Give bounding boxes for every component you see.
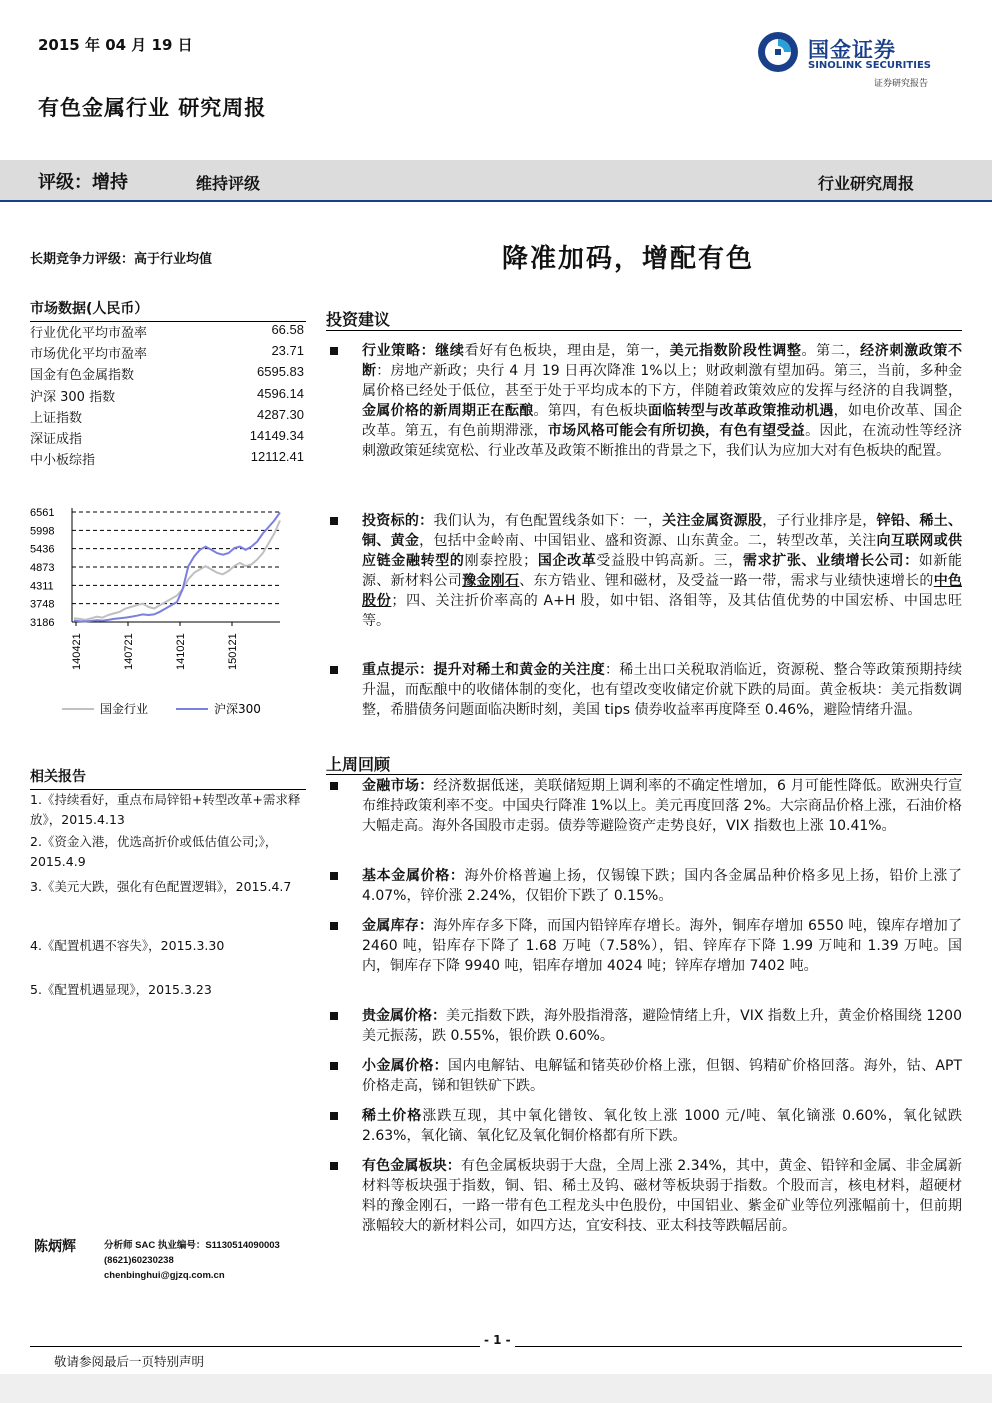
review-bullet bbox=[330, 1056, 962, 1096]
review-bullet-title: 金融市场： bbox=[362, 778, 434, 794]
market-data-label: 上证指数 bbox=[30, 410, 83, 426]
report-type: 行业研究周报 bbox=[818, 174, 915, 193]
market-data-row bbox=[30, 322, 304, 343]
review-bullet-text: 有色金属板块弱于大盘，全周上涨 2.34%，其中，黄金、铅锌和金属、非金属新材料等板块强于指数，铜、铝、稀土及钨、磁材等板块弱于指数。个股而言，核电材料，超硬材料的豫金刚石，一路一带有色工程龙头中色股份，中国铝业、紫金矿业等位列涨幅前十，但前期涨幅较大的新材料公司，如四方达，宜安科技、亚太科技等跌幅居前。 bbox=[362, 1158, 962, 1234]
chart-y-tick-label: 3748 bbox=[30, 598, 55, 611]
market-data-label: 深证成指 bbox=[30, 432, 83, 447]
rating-sub-label: 维持评级 bbox=[196, 174, 261, 193]
logo-subtitle: 证券研究报告 bbox=[874, 79, 929, 89]
bullet-square-icon bbox=[330, 1162, 338, 1170]
review-bullet-text: 国内电解钴、电解锰和锗英砂价格上涨，但铟、钨精矿价格回落。海外，钴、APT 价格走高，锑和钽铁矿下跌。 bbox=[362, 1058, 962, 1094]
market-data-row bbox=[30, 407, 304, 428]
invest-bullet-highlight: 重点提示：提升对稀土和黄金的关注度：稀土出口关税取消临近，资源税、整合等政策预期持续升温，而酝酿中的收储体制的变化，也有望改变收储定价就下跌的局面。黄金板块：美元指数调整，希腊债务问题面临决断时刻，美国 tips 债券收益率再度降至 0.46%，避险情绪升温。 bbox=[330, 660, 962, 720]
market-data-row bbox=[30, 386, 304, 407]
review-bullet-text: 海外价格普遍上扬，仅锡镍下跌；国内各金属品种价格多见上扬，铅价上涨了 4.07%，锌价涨 2.24%，仅铝价下跌了 0.15%。 bbox=[362, 868, 963, 904]
analyst-email[interactable]: chenbinghui@gjzq.com.cn bbox=[104, 1270, 225, 1281]
bullet-square-icon bbox=[330, 1112, 338, 1120]
related-report-1[interactable]: 1.《持续看好，重点布局锌铅+转型改革+需求释放》，2015.4.13 bbox=[30, 792, 301, 827]
chart-y-tick-label: 4873 bbox=[30, 562, 55, 574]
review-bullet bbox=[330, 1006, 962, 1046]
review-bullet-text: 经济数据低迷，美联储短期上调利率的不确定性增加，6 月可能性降低。欧洲央行宣布维持政策利率不变。中国央行降准 1%以上。美元再度回落 2%。大宗商品价格上涨，石油价格大幅走高。海外各国股市走弱。债券等避险资产走势良好，VIX 指数也上涨 10.41%。 bbox=[362, 778, 963, 834]
index-line-chart bbox=[30, 496, 314, 728]
invest-bullet-targets: 投资标的：我们认为，有色配置线条如下：一，关注金属资源股，子行业排序是，锌铅、稀土、铜、黄金，包括中金岭南、中国铝业、盛和资源、山东黄金。二，转型改革，关注向互联网或供应链金融转型的刚泰控股；国企改革受益股中钨高新。三，需求扩张、业绩增长公司：如新能源、新材料公司豫金刚石、东方锆业、锂和磁材，及受益一路一带，需求与业绩快速增长的中色股份；四、关注折价率高的 A+H 股，如中铝、洛钼等，及其估值优势的中国宏桥、中国忠旺等。 bbox=[330, 511, 962, 631]
chart-y-tick-label: 5436 bbox=[30, 543, 55, 556]
market-data-row bbox=[30, 343, 304, 364]
bullet-square-icon bbox=[330, 347, 338, 355]
rating-label: 评级：增持 bbox=[38, 172, 128, 193]
review-bullet-text: 涨跌互现，其中氧化镨钕、氧化钕上涨 1000 元/吨、氧化镝涨 0.60%，氧化铽跌 2.63%，氧化镝、氧化钇及氧化铜价格都有所下跌。 bbox=[362, 1108, 963, 1144]
invest-bullet-strategy: 行业策略：继续看好有色板块，理由是，第一，美元指数阶段性调整。第二，经济刺激政策不断：房地产新政；央行 4 月 19 日再次降准 1%以上；财政刺激有望加码。第三，当前，多种金属价格已经处于低位，甚至于处于平均成本的下方，伴随着政策效应的发挥与经济的自我调整，金属价格的新周期正在酝酿。第四，有色板块面临转型与改革政策推动机遇，如电价改革、国企改革。第五，有色前期滞涨，市场风格可能会有所切换，有色有望受益。因此，在流动性等经济刺激政策延续宽松、行业改革及政策不断推出的背景之下，我们认为应加大对有色板块的配置。 bbox=[330, 341, 962, 461]
market-data-label: 行业优化平均市盈率 bbox=[30, 326, 148, 341]
longterm-rating: 长期竞争力评级：高于行业均值 bbox=[30, 252, 213, 267]
market-data-row bbox=[30, 449, 304, 470]
review-bullet-title: 有色金属板块： bbox=[362, 1158, 461, 1174]
review-bullet-title: 贵金属价格： bbox=[362, 1008, 447, 1024]
chart-legend-label: 国金行业 bbox=[100, 702, 149, 716]
bullet-square-icon bbox=[330, 517, 338, 525]
review-bullet bbox=[330, 916, 962, 976]
review-bullet-title: 小金属价格： bbox=[362, 1058, 449, 1074]
analyst-info bbox=[104, 1238, 280, 1283]
review-bullet bbox=[330, 776, 962, 836]
review-bullet bbox=[330, 1156, 962, 1236]
invest-divider bbox=[326, 330, 962, 331]
bullet-square-icon bbox=[330, 872, 338, 880]
invest-heading: 投资建议 bbox=[326, 310, 391, 329]
chart-x-tick-label: 140421 bbox=[71, 633, 83, 670]
market-data-value: 12112.41 bbox=[250, 449, 304, 465]
chart-series-line bbox=[74, 521, 280, 620]
review-heading: 上周回顾 bbox=[326, 755, 391, 774]
chart-y-tick-label: 3186 bbox=[30, 617, 55, 629]
logo-name-en: SINOLINK SECURITIES bbox=[808, 60, 931, 71]
market-data-value: 4287.30 bbox=[257, 406, 304, 422]
chart-legend-label: 沪深300 bbox=[214, 702, 261, 716]
review-bullet-title: 基本金属价格： bbox=[362, 868, 465, 884]
review-bullet-title: 金属库存： bbox=[362, 918, 434, 934]
market-data-label: 市场优化平均市盈率 bbox=[30, 347, 148, 363]
related-report-4[interactable]: 4.《配置机遇不容失》，2015.3.30 bbox=[30, 938, 225, 953]
chart-x-tick-label: 141021 bbox=[175, 633, 187, 670]
market-data-value: 23.71 bbox=[271, 343, 304, 359]
analyst-sac-id: 分析师 SAC 执业编号：S1130514090003 bbox=[104, 1240, 280, 1251]
review-bullet-title: 稀土价格 bbox=[362, 1108, 423, 1124]
market-data-value: 66.58 bbox=[271, 322, 304, 337]
chart-y-tick-label: 4311 bbox=[30, 580, 54, 593]
bullet-square-icon bbox=[330, 782, 338, 790]
market-data-row bbox=[30, 428, 304, 449]
chart-y-tick-label: 6561 bbox=[30, 507, 55, 519]
market-data-heading: 市场数据(人民币） bbox=[30, 298, 306, 322]
logo-name-cn: 国金证券 bbox=[808, 38, 896, 62]
market-data-value: 6595.83 bbox=[257, 364, 304, 380]
logo-emblem-icon bbox=[756, 30, 800, 74]
review-bullet bbox=[330, 866, 962, 906]
related-reports-heading: 相关报告 bbox=[30, 766, 306, 790]
review-divider bbox=[326, 774, 962, 775]
bullet-square-icon bbox=[330, 922, 338, 930]
market-data-label: 国金有色金属指数 bbox=[30, 368, 135, 384]
company-logo bbox=[756, 30, 956, 90]
author-name: 陈炳辉 bbox=[34, 1239, 76, 1255]
report-date: 2015 年 04 月 19 日 bbox=[38, 36, 193, 54]
bullet-square-icon bbox=[330, 1012, 338, 1020]
industry-title: 有色金属行业 研究周报 bbox=[38, 96, 267, 120]
chart-x-tick-label: 140721 bbox=[123, 633, 135, 670]
related-report-2[interactable]: 2.《资金入港，优选高折价或低估值公司;》，2015.4.9 bbox=[30, 834, 278, 869]
review-bullet-text: 美元指数下跌，海外股指滑落，避险情绪上升，VIX 指数上升，黄金价格围绕 1200 美元振荡，跌 0.55%，银价跌 0.60%。 bbox=[362, 1008, 963, 1044]
header-divider bbox=[0, 200, 992, 202]
related-report-5[interactable]: 5.《配置机遇显现》，2015.3.23 bbox=[30, 982, 212, 997]
disclaimer: 敬请参阅最后一页特别声明 bbox=[54, 1354, 205, 1369]
analyst-phone: (8621)60230238 bbox=[104, 1255, 174, 1266]
market-data-label: 中小板综指 bbox=[30, 453, 96, 469]
review-bullet-text: 海外库存多下降，而国内铅锌库存增长。海外，铜库存增加 6550 吨，镍库存增加了 2460 吨，铅库存下降了 1.68 万吨（7.58%），铝、锌库存下降 1.99 万吨和 1.39 万吨。国内，铜库存下降 9940 吨，铝库存增加 4024 吨；锌库存增加 7402 吨。 bbox=[362, 918, 962, 974]
market-data-value: 14149.34 bbox=[249, 428, 304, 443]
bottom-band bbox=[0, 1374, 992, 1403]
bullet-square-icon bbox=[330, 666, 338, 674]
headline: 降准加码，增配有色 bbox=[502, 244, 755, 274]
page-number: - 1 - bbox=[480, 1333, 515, 1347]
market-data-row bbox=[30, 364, 304, 385]
related-report-3[interactable]: 3.《美元大跌，强化有色配置逻辑》，2015.4.7 bbox=[30, 879, 292, 894]
market-data-value: 4596.14 bbox=[257, 385, 304, 401]
bullet-square-icon bbox=[330, 1062, 338, 1070]
chart-y-tick-label: 5998 bbox=[30, 525, 55, 538]
market-data-label: 沪深 300 指数 bbox=[30, 389, 116, 405]
chart-x-tick-label: 150121 bbox=[227, 633, 239, 670]
review-bullet bbox=[330, 1106, 962, 1146]
